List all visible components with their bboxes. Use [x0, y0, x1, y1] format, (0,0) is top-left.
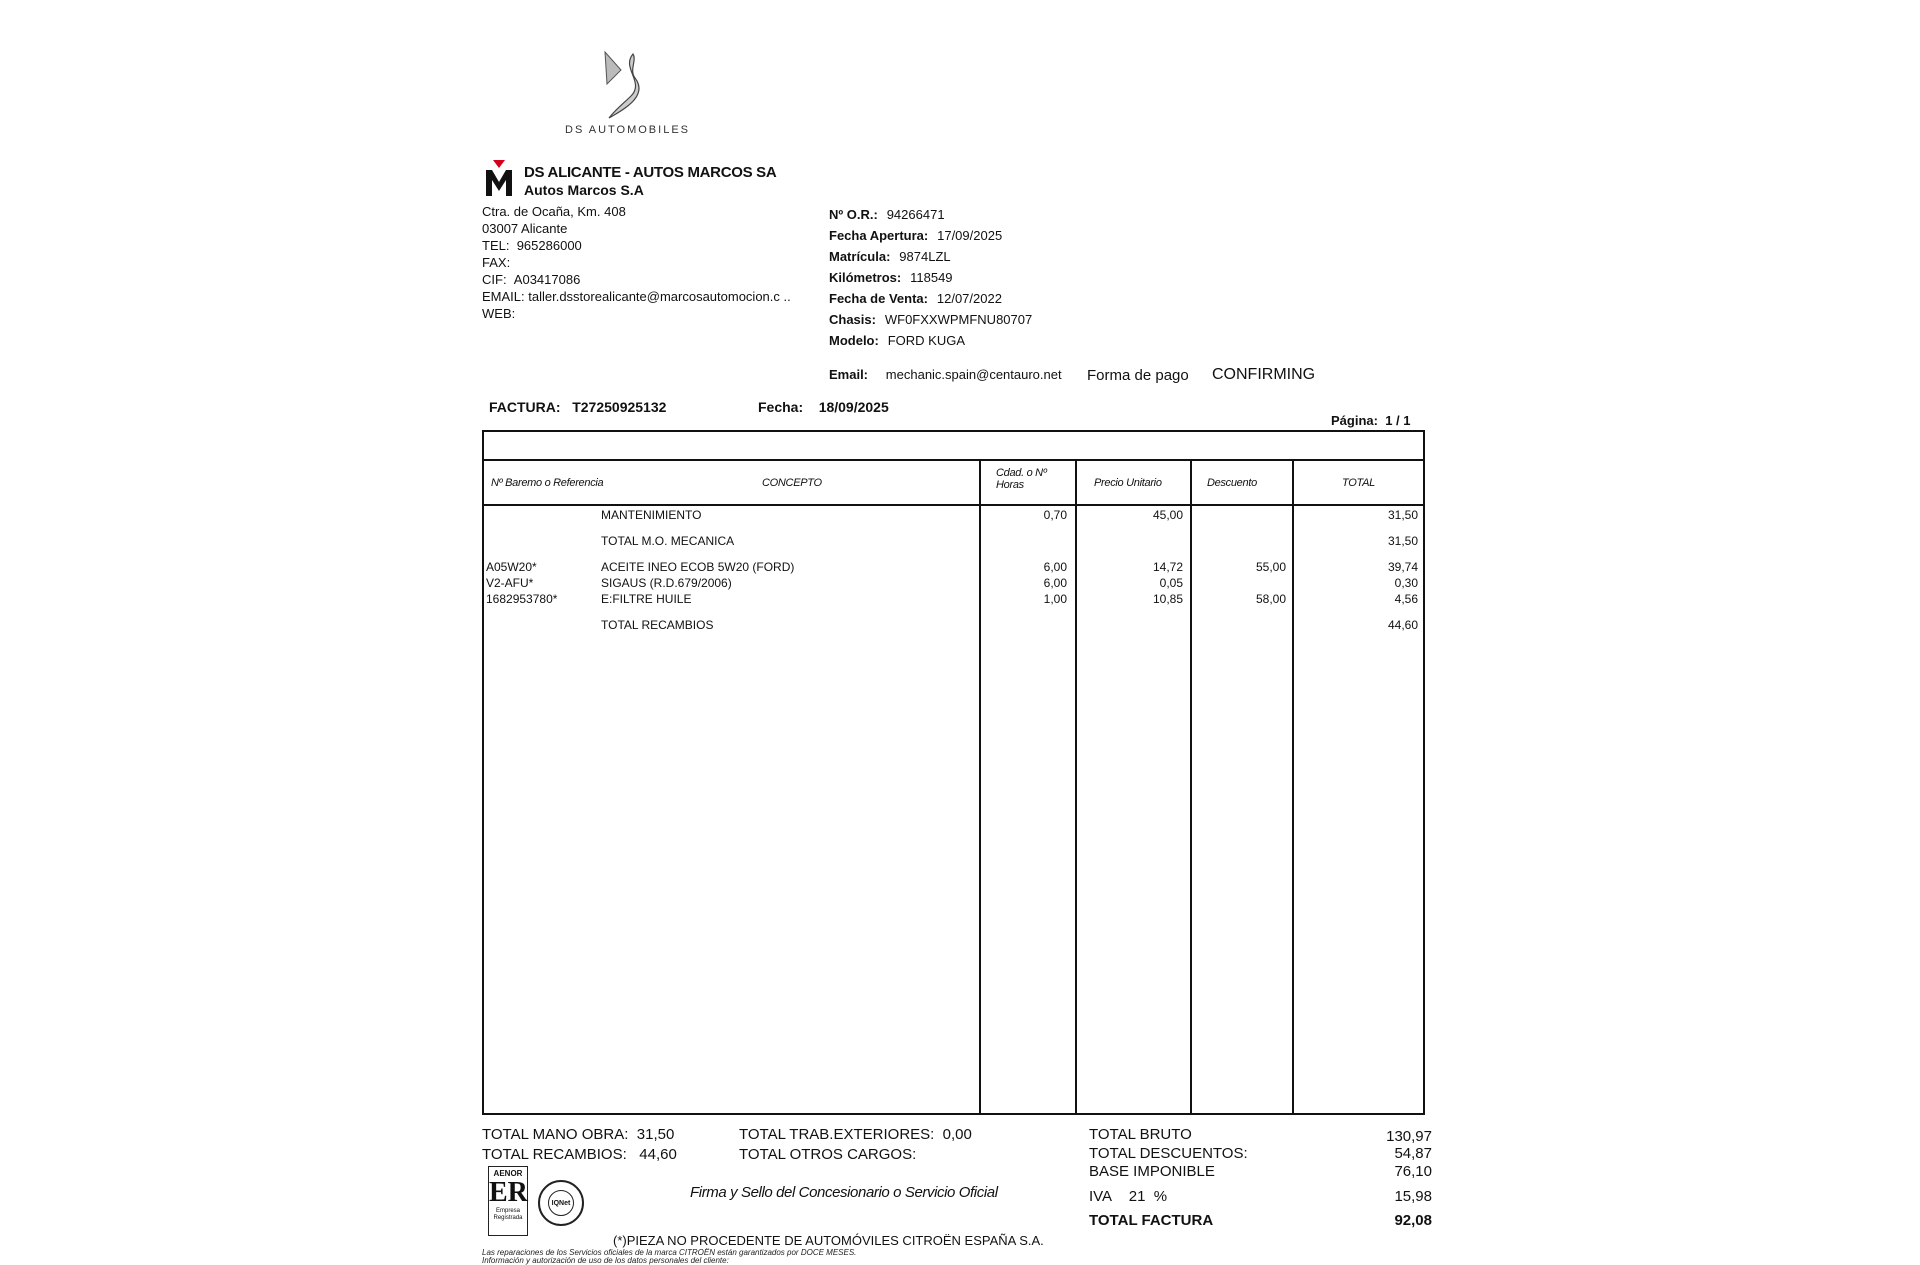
cell-cantidad: 1,00 [1043, 592, 1067, 606]
table-row [484, 508, 1423, 522]
col-divider-3 [1190, 459, 1192, 1113]
cell-concepto: TOTAL M.O. MECANICA [601, 534, 735, 548]
fecha-value: 18/09/2025 [818, 399, 889, 415]
table-row [484, 576, 1423, 590]
dealer-fax: FAX: [482, 255, 511, 270]
chasis-label: Chasis: [829, 312, 876, 327]
cell-concepto: E:FILTRE HUILE [601, 592, 692, 606]
vehicle-email [829, 366, 1062, 384]
cell-referencia: V2-AFU* [486, 576, 534, 590]
cell-descuento: 58,00 [1255, 592, 1286, 606]
table-row [484, 534, 1423, 548]
total-factura-value: 92,08 [1394, 1212, 1432, 1229]
total-descuentos-value: 54,87 [1394, 1145, 1432, 1162]
factura-fecha [758, 399, 889, 415]
pagina-value: 1 / 1 [1385, 413, 1411, 428]
cell-cantidad: 0,70 [1043, 508, 1067, 522]
forma-pago-label: Forma de pago [1087, 367, 1189, 384]
total-trab-exteriores [739, 1126, 972, 1143]
cell-total: 31,50 [1387, 534, 1418, 548]
cell-total: 4,56 [1394, 592, 1418, 606]
cif-label: CIF: [482, 272, 507, 287]
iva-percent: 21 % [1128, 1188, 1168, 1205]
cell-concepto: MANTENIMIENTO [601, 508, 702, 522]
cell-descuento: 55,00 [1255, 560, 1286, 574]
table-divider-top [484, 459, 1423, 461]
modelo-value: FORD KUGA [887, 333, 966, 348]
modelo [829, 332, 965, 350]
pagina-label: Página: [1331, 413, 1378, 428]
fecha-venta [829, 290, 1002, 308]
dealer-tel [482, 238, 582, 253]
cell-referencia: 1682953780* [486, 592, 558, 606]
cell-total: 39,74 [1387, 560, 1418, 574]
dealer-address-line-2: 03007 Alicante [482, 221, 568, 236]
col-divider-4 [1292, 459, 1294, 1113]
header-concepto: CONCEPTO [762, 477, 822, 489]
total-factura-label: TOTAL FACTURA [1089, 1212, 1214, 1229]
vehicle-email-label: Email: [829, 367, 869, 382]
base-imponible-value: 76,10 [1394, 1163, 1432, 1180]
matricula-label: Matrícula: [829, 249, 891, 264]
fecha-apertura [829, 227, 1002, 245]
dealer-subname: Autos Marcos S.A [524, 182, 644, 198]
dealer-web: WEB: [482, 306, 516, 321]
total-otros-cargos: TOTAL OTROS CARGOS: [739, 1146, 917, 1163]
kilometros [829, 269, 953, 287]
dealer-cif [482, 272, 580, 287]
header-precio: Precio Unitario [1094, 477, 1162, 489]
aenor-label: AENOR [493, 1169, 523, 1178]
total-descuentos-label: TOTAL DESCUENTOS: [1089, 1145, 1248, 1162]
cell-precio: 10,85 [1152, 592, 1183, 606]
table-row [484, 592, 1423, 606]
cell-referencia: A05W20* [486, 560, 537, 574]
apertura-label: Fecha Apertura: [829, 228, 929, 243]
cell-concepto: SIGAUS (R.D.679/2006) [601, 576, 732, 590]
forma-pago-value: CONFIRMING [1212, 366, 1316, 383]
brand-name: DS AUTOMOBILES [565, 124, 690, 136]
table-row [484, 618, 1423, 632]
header-descuento: Descuento [1207, 477, 1257, 489]
cell-cantidad: 6,00 [1043, 560, 1067, 574]
base-imponible-label: BASE IMPONIBLE [1089, 1163, 1215, 1180]
modelo-label: Modelo: [829, 333, 879, 348]
cell-concepto: ACEITE INEO ECOB 5W20 (FORD) [601, 560, 795, 574]
header-total: TOTAL [1342, 477, 1375, 489]
email-value: taller.dsstorealicante@marcosautomocion.c .. [528, 289, 791, 304]
or-number [829, 206, 945, 224]
cell-precio: 0,05 [1159, 576, 1183, 590]
dealer-email [482, 289, 791, 304]
cell-total: 44,60 [1387, 618, 1418, 632]
cell-concepto: TOTAL RECAMBIOS [601, 618, 714, 632]
chasis [829, 311, 1032, 329]
total-recambios [482, 1146, 677, 1163]
legal-line-2: Información y autorización de uso de los datos personales del cliente: [482, 1256, 729, 1265]
aenor-er-mark: ER [489, 1177, 528, 1208]
fecha-label: Fecha: [758, 399, 804, 415]
iqnet-label: IQNet [548, 1190, 574, 1216]
firma-sello: Firma y Sello del Concesionario o Servicio Oficial [690, 1184, 998, 1201]
trab-ext-value: 0,00 [942, 1126, 972, 1143]
invoice-lines-table [482, 430, 1425, 1115]
tel-value: 965286000 [516, 238, 582, 253]
aenor-er-certification-logo [488, 1166, 528, 1236]
table-divider-header [484, 504, 1423, 506]
email-label: EMAIL: [482, 289, 525, 304]
chasis-value: WF0FXXWPMFNU80707 [884, 312, 1033, 327]
cif-value: A03417086 [513, 272, 581, 287]
trab-ext-label: TOTAL TRAB.EXTERIORES: [739, 1126, 935, 1143]
venta-label: Fecha de Venta: [829, 291, 928, 306]
matricula [829, 248, 951, 266]
iva-label: IVA [1089, 1188, 1113, 1205]
mano-obra-value: 31,50 [636, 1126, 675, 1143]
dealer-name: DS ALICANTE - AUTOS MARCOS SA [524, 164, 777, 181]
venta-value: 12/07/2022 [936, 291, 1002, 306]
table-row [484, 560, 1423, 574]
total-mano-obra [482, 1126, 674, 1143]
mano-obra-label: TOTAL MANO OBRA: [482, 1126, 629, 1143]
recambios-value: 44,60 [639, 1146, 677, 1163]
matricula-value: 9874LZL [899, 249, 951, 264]
header-cantidad-line-1: Cdad. o Nº [996, 467, 1047, 479]
ds-automobiles-logo-icon [593, 48, 653, 123]
dealer-address-line-1: Ctra. de Ocaña, Km. 408 [482, 204, 626, 219]
header-cantidad [996, 467, 1047, 491]
total-bruto-label: TOTAL BRUTO [1089, 1126, 1192, 1143]
or-value: 94266471 [886, 207, 945, 222]
legal-line-1: Las reparaciones de los Servicios oficiales de la marca CITROËN están garantizados por DOCE MESES. [482, 1248, 857, 1257]
cell-total: 31,50 [1387, 508, 1418, 522]
cell-total: 0,30 [1394, 576, 1418, 590]
aenor-sub: Empresa Registrada [493, 1208, 523, 1221]
iva [1089, 1188, 1167, 1205]
apertura-value: 17/09/2025 [937, 228, 1003, 243]
pieza-note: (*)PIEZA NO PROCEDENTE DE AUTOMÓVILES CITROËN ESPAÑA S.A. [613, 1233, 1044, 1248]
autos-marcos-logo-icon [484, 160, 514, 198]
or-label: Nº O.R.: [829, 207, 878, 222]
vehicle-email-value: mechanic.spain@centauro.net [885, 367, 1062, 382]
col-divider-2 [1075, 459, 1077, 1113]
iqnet-certification-logo [538, 1180, 584, 1226]
header-cantidad-line-2: Horas [996, 479, 1024, 491]
col-divider-1 [979, 459, 981, 1113]
total-bruto-value: 130,97 [1386, 1128, 1432, 1145]
tel-label: TEL: [482, 238, 510, 253]
factura-number [489, 399, 666, 415]
factura-value: T27250925132 [572, 399, 667, 415]
recambios-label: TOTAL RECAMBIOS: [482, 1146, 627, 1163]
cell-precio: 45,00 [1152, 508, 1183, 522]
cell-precio: 14,72 [1152, 560, 1183, 574]
factura-label: FACTURA: [489, 399, 561, 415]
pagina [1331, 413, 1411, 428]
km-value: 118549 [910, 270, 953, 285]
iva-value: 15,98 [1394, 1188, 1432, 1205]
header-referencia: Nº Baremo o Referencia [491, 477, 604, 489]
km-label: Kilómetros: [829, 270, 902, 285]
cell-cantidad: 6,00 [1043, 576, 1067, 590]
